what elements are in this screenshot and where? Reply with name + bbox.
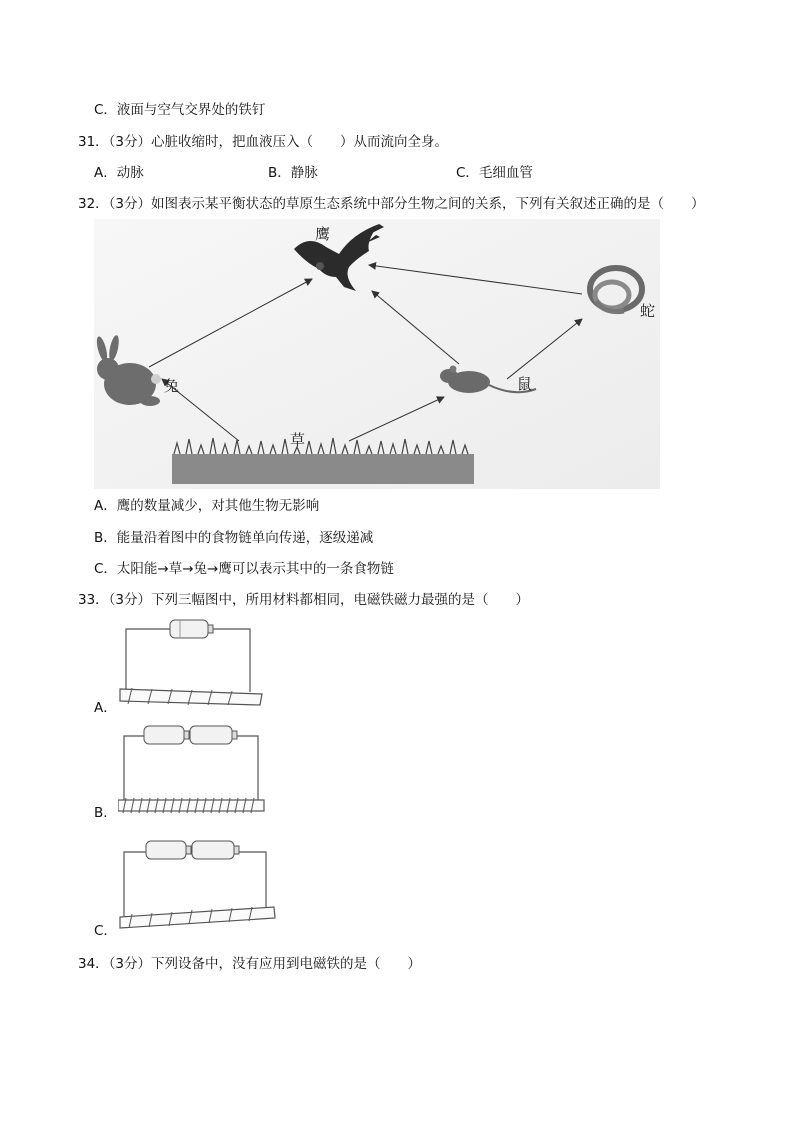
circuit-b-figure — [118, 720, 268, 815]
snake-label: 蛇 — [640, 302, 656, 320]
q32-option-c: C．太阳能→草→兔→鹰可以表示其中的一条食物链 — [94, 561, 394, 577]
food-web-figure — [94, 219, 660, 489]
q31-option-c: C．毛细血管 — [456, 165, 533, 181]
q32-option-a: A．鹰的数量减少，对其他生物无影响 — [94, 498, 320, 514]
mouse-label: 鼠 — [517, 375, 533, 393]
q33-option-a-letter: A． — [94, 700, 117, 716]
q31-option-b: B．静脉 — [268, 165, 318, 181]
grass-label: 草 — [290, 431, 306, 449]
q30-option-c: C．液面与空气交界处的铁钉 — [94, 102, 266, 118]
q32-option-b: B．能量沿着图中的食物链单向传递，逐级递减 — [94, 530, 374, 546]
battery-icon — [170, 620, 213, 638]
q31-stem: 31．（3分）心脏收缩时，把血液压入（ ）从而流向全身。 — [78, 134, 449, 150]
electromagnet-coil-icon — [120, 907, 275, 928]
q33-stem: 33．（3分）下列三幅图中，所用材料都相同，电磁铁磁力最强的是（ ） — [78, 592, 530, 608]
eagle-label: 鹰 — [315, 225, 331, 243]
electromagnet-coil-icon — [120, 688, 262, 705]
electromagnet-coil-icon — [118, 798, 264, 813]
q33-option-b-letter: B． — [94, 805, 117, 821]
q31-option-a: A．动脉 — [94, 165, 144, 181]
circuit-c-figure — [118, 830, 278, 930]
q33-option-c-letter: C． — [94, 923, 117, 939]
q32-stem: 32．（3分）如图表示某平衡状态的草原生态系统中部分生物之间的关系，下列有关叙述正确的是（ ） — [78, 196, 705, 212]
rabbit-label: 兔 — [164, 377, 180, 395]
circuit-a-figure — [118, 616, 268, 711]
q34-stem: 34．（3分）下列设备中，没有应用到电磁铁的是（ ） — [78, 956, 422, 972]
battery-icon — [146, 841, 239, 859]
battery-icon — [144, 726, 237, 744]
